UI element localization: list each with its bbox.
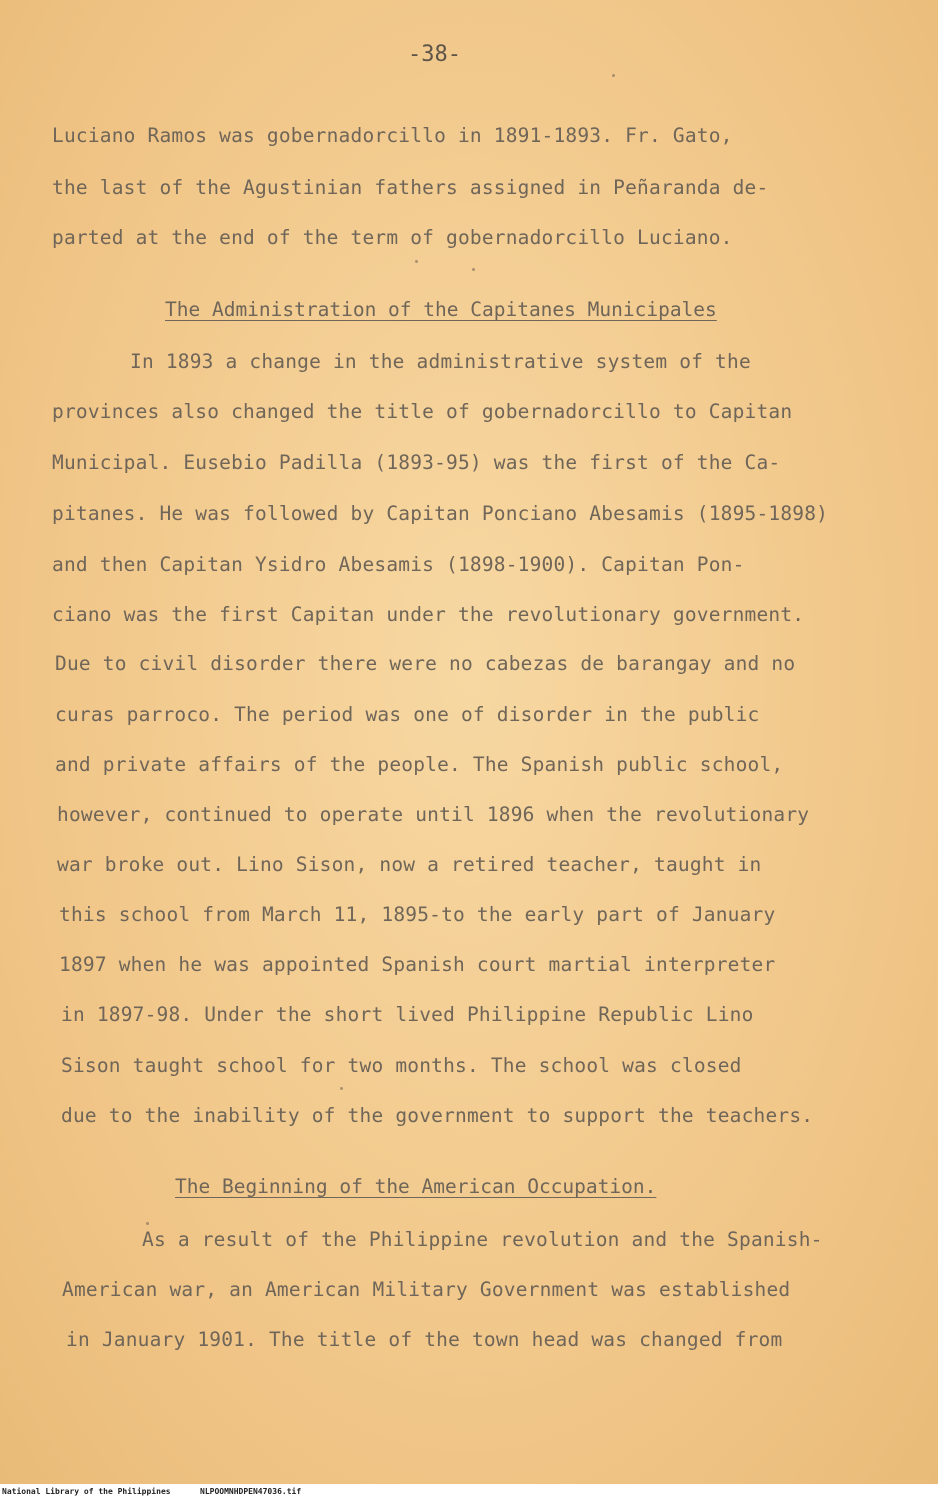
text-line: Due to civil disorder there were no cabezas de barangay and no: [55, 652, 796, 675]
text-line: Municipal. Eusebio Padilla (1893-95) was the first of the Ca-: [52, 451, 781, 474]
text-line: this school from March 11, 1895-to the early part of January: [59, 903, 776, 926]
text-line: Luciano Ramos was gobernadorcillo in 1891-1893. Fr. Gato,: [52, 124, 733, 147]
text-line: American war, an American Military Government was established: [62, 1278, 791, 1301]
text-line: parted at the end of the term of gobernadorcillo Luciano.: [52, 226, 733, 249]
section-heading: The Administration of the Capitanes Municipales: [165, 298, 717, 321]
paper-speck: [612, 74, 615, 77]
text-line: war broke out. Lino Sison, now a retired teacher, taught in: [57, 853, 762, 876]
text-line: As a result of the Philippine revolution and the Spanish-: [142, 1228, 823, 1251]
page-number: -38-: [408, 42, 461, 67]
text-line: provinces also changed the title of gobernadorcillo to Capitan: [52, 400, 793, 423]
text-line: in 1897-98. Under the short lived Philippine Republic Lino: [61, 1003, 754, 1026]
footer-filename: NLPOOMNHDPEN47036.tif: [200, 1487, 302, 1496]
text-line: in January 1901. The title of the town head was changed from: [66, 1328, 783, 1351]
paper-speck: [146, 1222, 149, 1225]
text-line: Sison taught school for two months. The school was closed: [61, 1054, 742, 1077]
paper-speck: [340, 1087, 343, 1090]
text-line: In 1893 a change in the administrative system of the: [130, 350, 751, 373]
text-line: and then Capitan Ysidro Abesamis (1898-1900). Capitan Pon-: [52, 553, 745, 576]
paper-speck: [472, 268, 475, 271]
text-line: pitanes. He was followed by Capitan Ponciano Abesamis (1895-1898): [52, 502, 829, 525]
text-line: and private affairs of the people. The Spanish public school,: [55, 753, 784, 776]
text-line: ciano was the first Capitan under the revolutionary government.: [52, 603, 805, 626]
text-line: curas parroco. The period was one of disorder in the public: [55, 703, 760, 726]
text-line: however, continued to operate until 1896 when the revolutionary: [57, 803, 810, 826]
section-heading: The Beginning of the American Occupation.: [175, 1175, 657, 1198]
paper-speck: [415, 260, 418, 263]
text-line: due to the inability of the government to support the teachers.: [61, 1104, 814, 1127]
footer-institution: National Library of the Philippines: [2, 1487, 171, 1496]
scan-footer: [0, 1484, 938, 1500]
text-line: the last of the Agustinian fathers assigned in Peñaranda de-: [52, 176, 769, 199]
text-line: 1897 when he was appointed Spanish court martial interpreter: [59, 953, 776, 976]
